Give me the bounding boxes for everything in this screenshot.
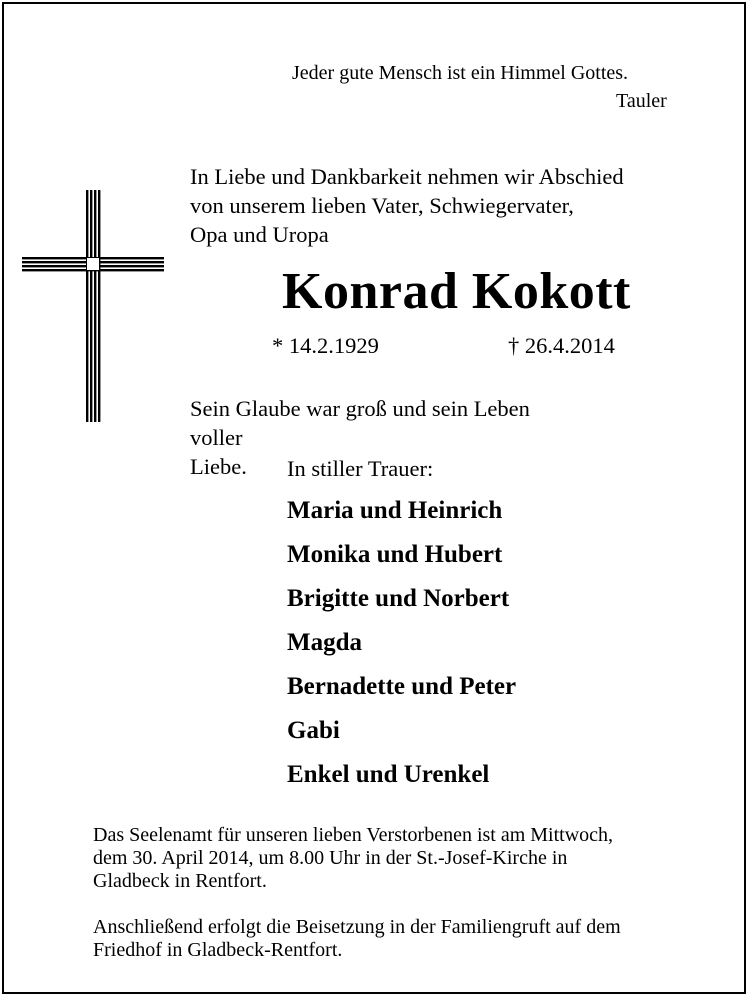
motto-quote: Jeder gute Mensch ist ein Himmel Gottes. — [292, 62, 629, 84]
mourner-name: Enkel und Urenkel — [287, 761, 490, 788]
service-announcement — [93, 824, 723, 893]
burial-line: Anschließend erfolgt die Beisetzung in der Familiengruft auf dem — [93, 916, 621, 938]
service-line: Das Seelenamt für unseren lieben Verstorbenen ist am Mittwoch, — [93, 824, 614, 846]
intro-line: Opa und Uropa — [190, 222, 329, 247]
faith-line: Sein Glaube war groß und sein Leben voller — [190, 396, 530, 450]
cross-icon — [22, 190, 164, 422]
mourner-name: Maria und Heinrich — [287, 497, 503, 524]
mourner-name: Gabi — [287, 717, 340, 744]
death-date: † 26.4.2014 — [508, 333, 615, 358]
mourner-name: Magda — [287, 629, 362, 656]
intro-line: In Liebe und Dankbarkeit nehmen wir Abschied — [190, 164, 624, 189]
burial-line: Friedhof in Gladbeck-Rentfort. — [93, 939, 343, 961]
faith-line: Liebe. — [190, 454, 247, 479]
service-line: dem 30. April 2014, um 8.00 Uhr in der St.-Josef-Kirche in — [93, 847, 568, 869]
mourner-name: Monika und Hubert — [287, 541, 503, 568]
birth-date: * 14.2.1929 — [272, 333, 379, 358]
deceased-name: Konrad Kokott — [282, 263, 631, 320]
mourner-name: Brigitte und Norbert — [287, 585, 510, 612]
mourning-label: In stiller Trauer: — [287, 456, 434, 481]
intro-line: von unserem lieben Vater, Schwiegervater, — [190, 193, 574, 218]
intro-text — [190, 162, 720, 249]
motto-author: Tauler — [616, 90, 667, 112]
burial-announcement — [93, 916, 723, 962]
mourner-name: Bernadette und Peter — [287, 673, 517, 700]
service-line: Gladbeck in Rentfort. — [93, 870, 267, 892]
